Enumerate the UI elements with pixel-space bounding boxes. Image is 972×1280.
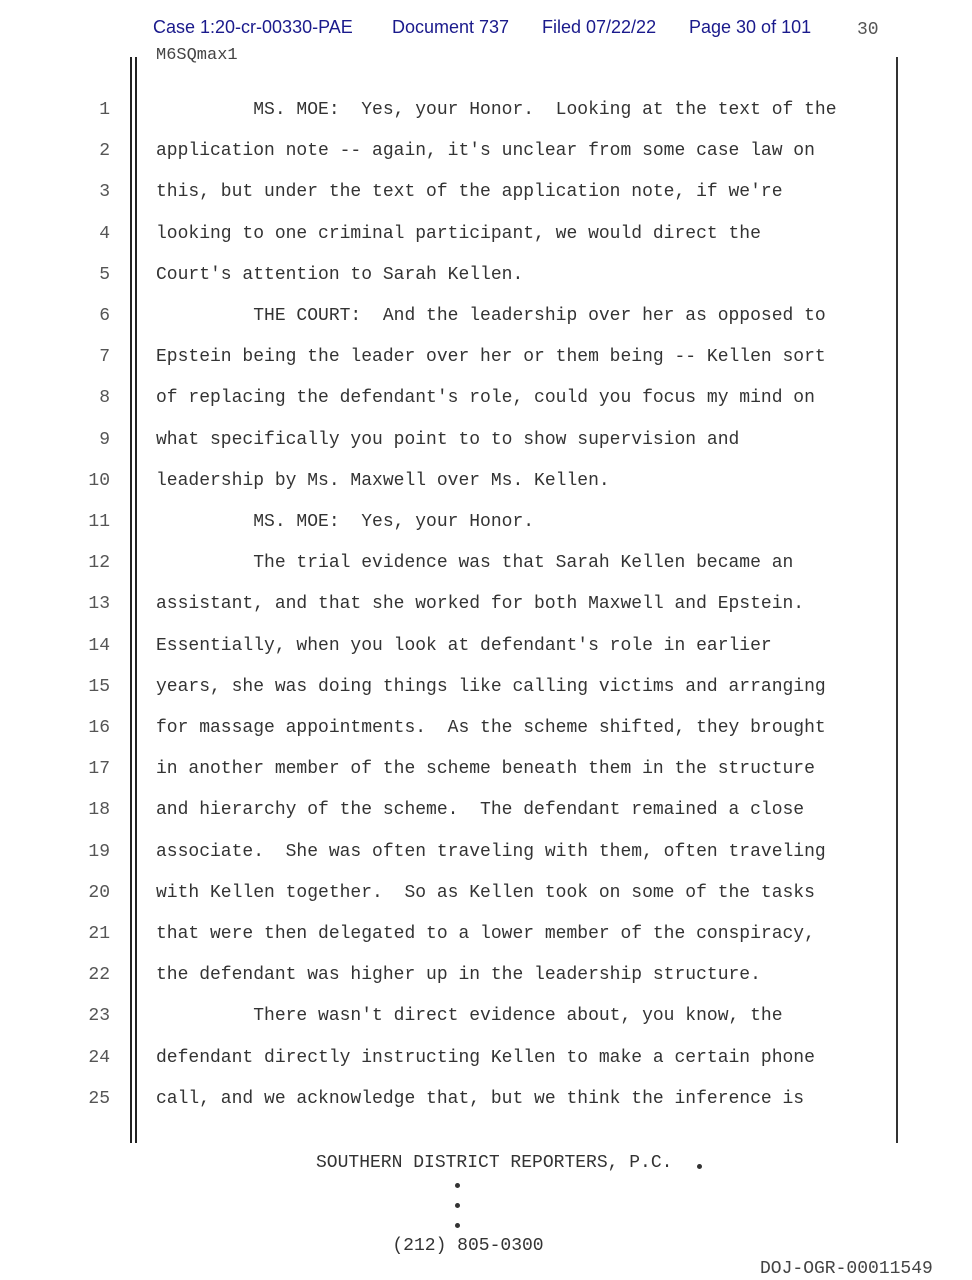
line-number: 7 [99,347,110,368]
line-text: and hierarchy of the scheme. The defendant remained a close [156,800,805,821]
transcript-line [0,965,972,1006]
line-number: 25 [88,1088,110,1109]
transcript-line [0,718,972,759]
transcript-line [0,182,972,223]
line-text: There wasn't direct evidence about, you know, the [156,1006,783,1027]
transcript-line [0,636,972,677]
line-number: 22 [88,965,110,986]
line-text: what specifically you point to to show supervision and [156,429,740,450]
transcript-line [0,1048,972,1089]
line-text: the defendant was higher up in the leadership structure. [156,965,761,986]
line-text: MS. MOE: Yes, your Honor. [156,512,535,532]
line-text: for massage appointments. As the scheme shifted, they brought [156,718,826,738]
line-text: with Kellen together. So as Kellen took on some of the tasks [156,882,815,903]
line-number: 9 [99,429,110,450]
line-text: defendant directly instructing Kellen to make a certain phone [156,1047,815,1068]
transcript-line [0,800,972,841]
document-number: Document 737 [392,17,510,37]
line-number: 2 [99,141,110,162]
transcript-line [0,141,972,182]
line-text: MS. MOE: Yes, your Honor. Looking at the text of the [156,100,837,120]
transcript-line [0,1006,972,1047]
line-text: looking to one criminal participant, we would direct the [156,223,761,244]
bates-number: DOJ-OGR-00011549 [760,1259,933,1279]
line-text: The trial evidence was that Sarah Kellen became an [156,553,794,574]
line-number: 6 [99,306,110,326]
case-number: Case 1:20-cr-00330-PAE [153,17,353,37]
transcript-line [0,471,972,512]
bullet-dot [697,1164,702,1169]
line-text: of replacing the defendant's role, could you focus my mind on [156,388,815,409]
transcript-line [0,883,972,924]
transcript-line [0,388,972,429]
transcript-doc-id: M6SQmax1 [156,46,238,65]
line-number: 5 [99,264,110,285]
line-number: 15 [88,676,110,697]
transcript-line [0,759,972,800]
line-number: 16 [88,718,110,738]
transcript-line [0,265,972,306]
line-text: in another member of the scheme beneath them in the structure [156,759,815,780]
line-number: 3 [99,182,110,203]
line-text: that were then delegated to a lower member of the conspiracy, [156,924,815,944]
line-number: 4 [99,223,110,244]
transcript-line [0,924,972,965]
line-number: 18 [88,800,110,821]
transcript-line [0,347,972,388]
line-text: years, she was doing things like calling victims and arranging [156,676,826,697]
line-number: 11 [88,512,110,532]
filed-date: Filed 07/22/22 [542,17,657,37]
line-number: 24 [88,1047,110,1068]
bullet-dot [455,1223,460,1228]
page-count: Page 30 of 101 [689,17,812,37]
line-text: this, but under the text of the application note, if we're [156,182,783,203]
reporter-phone: (212) 805-0300 [392,1236,544,1256]
reporter-name: SOUTHERN DISTRICT REPORTERS, P.C. [316,1153,673,1173]
line-number: 12 [88,553,110,574]
line-number: 10 [88,470,110,491]
line-text: associate. She was often traveling with them, often traveling [156,841,826,862]
bullet-dot [455,1203,460,1208]
line-text: Court's attention to Sarah Kellen. [156,264,524,285]
line-number: 8 [99,388,110,409]
line-text: Essentially, when you look at defendant's role in earlier [156,635,772,656]
line-number: 23 [88,1006,110,1027]
line-number: 13 [88,594,110,615]
line-number: 20 [88,882,110,903]
transcript-line [0,100,972,141]
line-text: leadership by Ms. Maxwell over Ms. Kellen. [156,470,610,491]
transcript-line [0,512,972,553]
line-text: assistant, and that she worked for both Maxwell and Epstein. [156,594,805,615]
transcript-line [0,594,972,635]
transcript-line [0,430,972,471]
transcript-line [0,677,972,718]
transcript-line [0,224,972,265]
transcript-line [0,553,972,594]
line-text: Epstein being the leader over her or them being -- Kellen sort [156,347,826,368]
line-text: THE COURT: And the leadership over her as opposed to [156,306,826,326]
line-number: 1 [99,100,110,120]
line-number: 19 [88,841,110,862]
line-number: 21 [88,924,110,944]
transcript-line [0,842,972,883]
transcript-line [0,1089,972,1130]
line-text: application note -- again, it's unclear from some case law on [156,141,815,162]
line-number: 17 [88,759,110,780]
transcript-line [0,306,972,347]
transcript-page-number: 30 [857,20,879,40]
line-number: 14 [88,635,110,656]
bullet-dot [455,1183,460,1188]
line-text: call, and we acknowledge that, but we think the inference is [156,1088,805,1109]
